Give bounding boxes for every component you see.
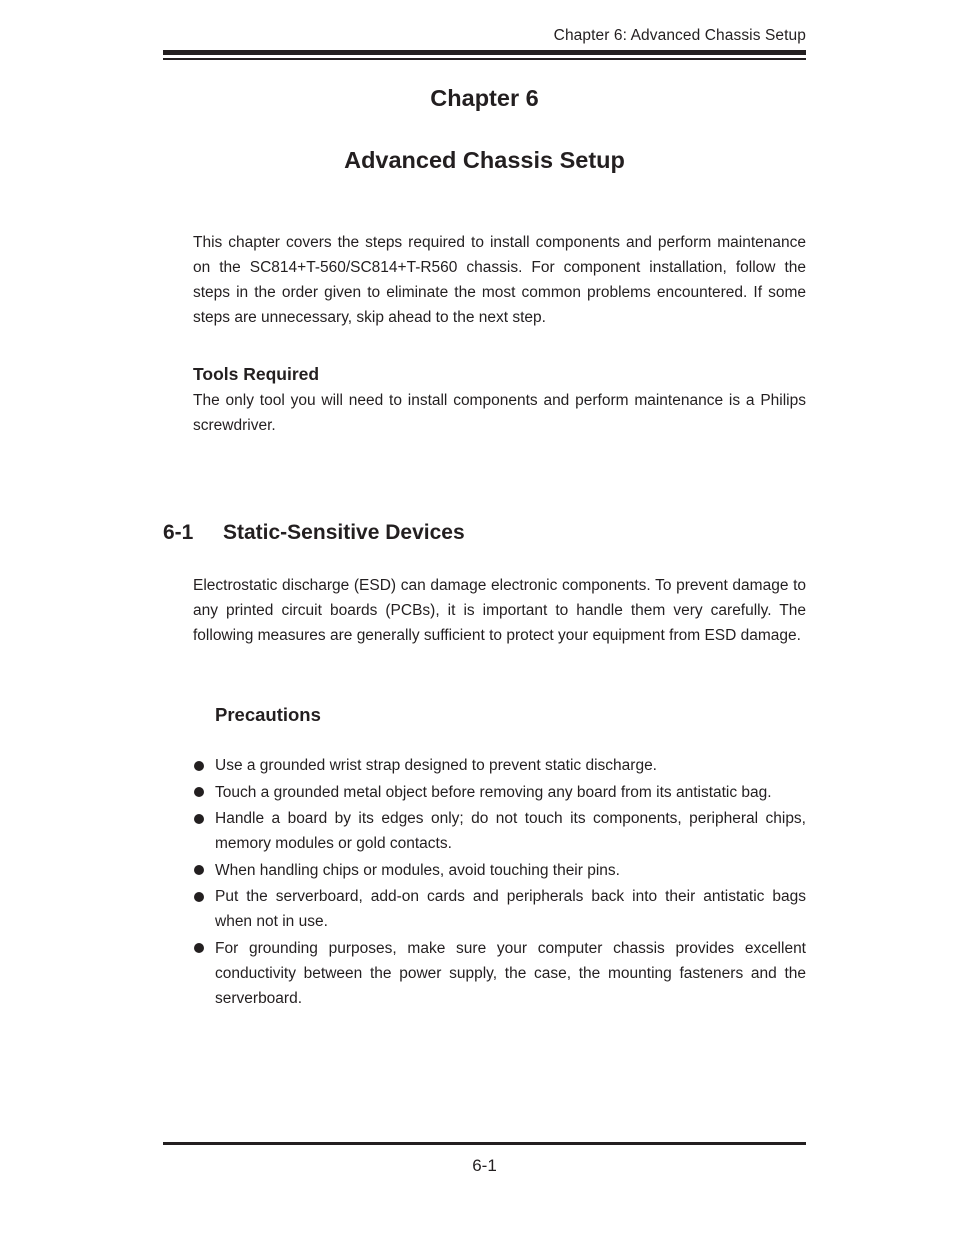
list-item-text: Handle a board by its edges only; do not touch its components, peripheral chips, memory modules or gold contacts.: [215, 810, 806, 852]
tools-heading: Tools Required: [193, 364, 320, 384]
chapter-title: Advanced Chassis Setup: [344, 147, 625, 173]
section-number: 6-1: [163, 521, 194, 544]
list-item-text: When handling chips or modules, avoid touching their pins.: [215, 861, 620, 879]
bullet-icon: [194, 761, 204, 771]
footer-rule: [163, 1142, 806, 1145]
section-title: Static-Sensitive Devices: [223, 521, 465, 544]
running-header: Chapter 6: Advanced Chassis Setup: [553, 27, 806, 44]
list-item: [193, 884, 806, 934]
bullet-icon: [194, 814, 204, 824]
list-item-text: Use a grounded wrist strap designed to prevent static discharge.: [215, 757, 657, 774]
list-item: [193, 806, 806, 856]
page-number: 6-1: [472, 1156, 497, 1175]
list-item-text: Put the serverboard, add-on cards and peripherals back into their antistatic bags when not in use.: [215, 888, 806, 930]
list-item: [193, 753, 806, 778]
section-heading: [163, 521, 465, 545]
bullet-icon: [194, 892, 204, 902]
header-rule-thin: [163, 58, 806, 60]
chapter-number: Chapter 6: [430, 85, 539, 111]
bullet-icon: [194, 865, 204, 875]
intro-paragraph: This chapter covers the steps required to install components and perform maintenance on the SC814+T-560/SC814+T-R560 chassis. For component installation, follow the steps in the order given to eliminate the most common problems encountered. If some steps are unnecessary, skip ahead to the next step.: [193, 234, 806, 326]
precautions-heading: Precautions: [215, 704, 321, 725]
list-item-text: Touch a grounded metal object before removing any board from its antistatic bag.: [215, 783, 772, 801]
header-rule-thick: [163, 50, 806, 55]
tools-paragraph: The only tool you will need to install components and perform maintenance is a Philips screwdriver.: [193, 392, 806, 434]
list-item: [193, 936, 806, 1011]
bullet-icon: [194, 943, 204, 953]
list-item-text: For grounding purposes, make sure your computer chassis provides excellent conductivity between the power supply, the case, the mounting fasteners and the serverboard.: [215, 939, 806, 1007]
esd-paragraph: Electrostatic discharge (ESD) can damage electronic components. To prevent damage to any printed circuit boards (PCBs), it is important to handle them very carefully. The following measures are generally sufficient to protect your equipment from ESD damage.: [193, 577, 806, 644]
bullet-icon: [194, 787, 204, 797]
list-item: [193, 858, 806, 883]
precautions-list: [193, 753, 806, 1012]
list-item: [193, 780, 806, 805]
